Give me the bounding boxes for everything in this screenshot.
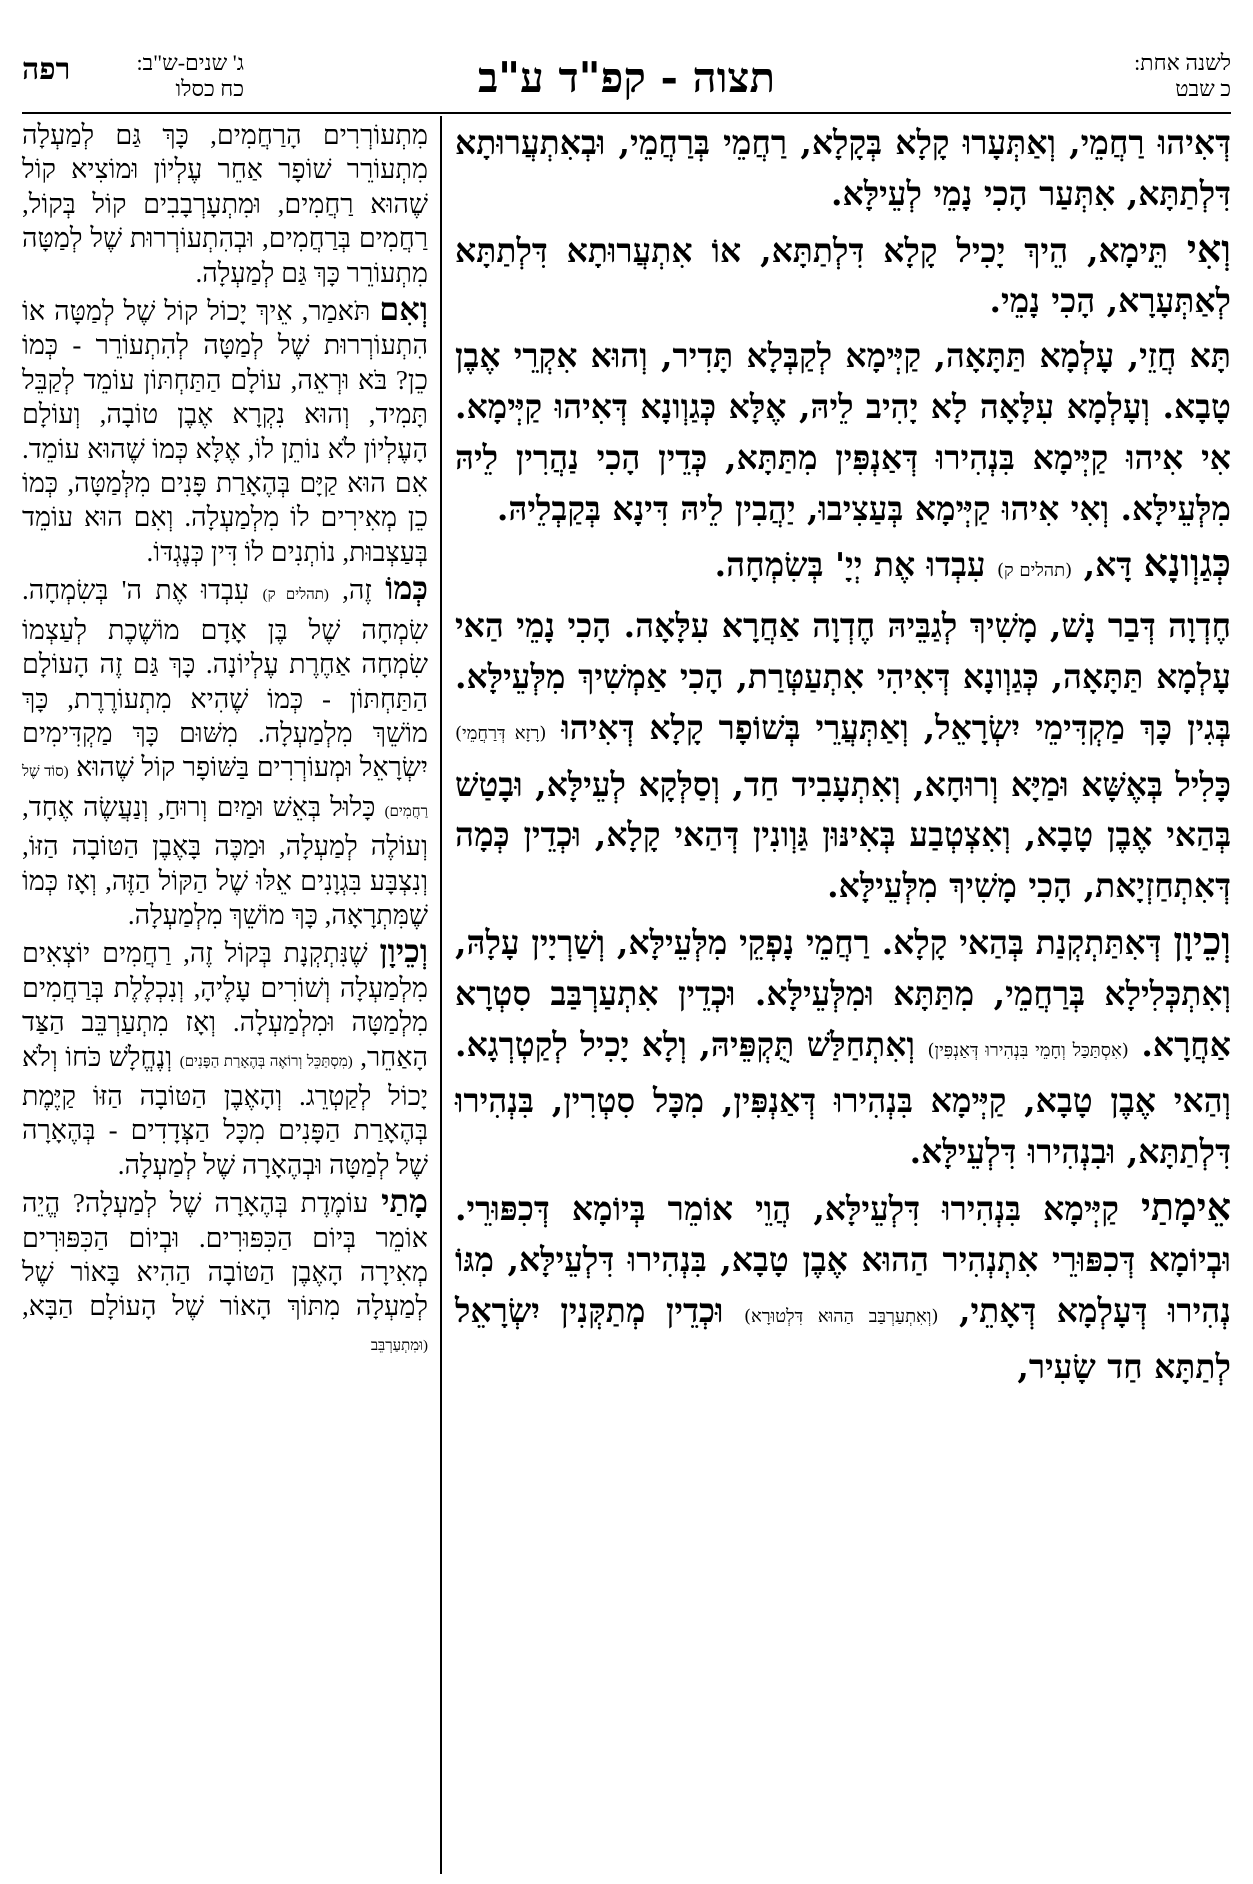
paragraph-text: וְנֶחֱלָשׁ כֹּחוֹ וְלֹא יָכוֹל לְקַטְרֵג. וְהָאֶבֶן הַטּוֹבָה הַזּוֹ קַיֶּמֶת בְּהֶאָרַת הַפָּנִים מִכָּל הַצְּדָדִים - בְּהֶאָרָה שֶׁל לְמַטָּה וּבְהֶאָרָה שֶׁל לְמַעְלָה.	[22, 1041, 428, 1180]
paragraph-text: מִתְעוֹרְרִים הָרַחֲמִים, כָּךְ גַּם לְמַעְלָה מִתְעוֹרֵר שׁוֹפָר אַחֵר עֶלְיוֹן וּמוֹצִיא קוֹל שֶׁהוּא רַחֲמִים, וּמִתְעָרְבָבִים קוֹל בְּקוֹל, רַחֲמִים בְּרַחֲמִים, וּבְהִתְעוֹרְרוּת שֶׁל לְמַטָּה מִתְעוֹרֵר כָּךְ גַּם לְמַעְלָה.	[22, 120, 428, 288]
paragraph-text: חֶדְוָה דְּבַר נָשׁ, מָשִׁיךְ לְגַבֵּיהּ חֶדְוָה אַחֲרָא עִלָּאָה. הָכִי נָמֵי הַאי עָלְמָא תַּתָּאָה, כְּגַוְונָא דְּאִיהִי אִתְעַטְּרַת, הָכִי אַמְשִׁיךְ מִלְּעֵילָּא. בְּגִין כָּךְ מַקְדִּימֵי יִשְׂרָאֵל, וְאַתְּעֲרֵי בְּשׁוֹפָר קָלָא דְּאִיהוּ	[455, 606, 1231, 747]
lead-word: וְכֵיוָן	[1173, 917, 1231, 963]
inline-gloss: (רָזָא דְּרַחֲמֵי)	[455, 722, 547, 744]
paragraph-text: עִבְדוּ אֶת יְיָ' בְּשִׂמְחָה.	[714, 545, 998, 585]
paragraph-text: וְאִתְחַלַּשׁ תֻּקְפֵּיהּ, וְלָא יָכִיל לְקַטְרְגָא. וְהַאי אֶבֶן טָבָא, קַיְּימָא בִּנְהִירוּ דְּאַנְפִּין, מִכָּל סִטְרִין, בִּנְהִירוּ דִּלְתַתָּא, וּבִנְהִירוּ דִּלְעֵילָּא.	[455, 1024, 1231, 1172]
paragraph-text: כָּלוּל בְּאֵשׁ וּמַיִם וְרוּחַ, וְנַעֲשֶׂה אֶחָד, וְעוֹלֶה לְמַעְלָה, וּמַכֶּה בָּאֶבֶן הַטּוֹבָה הַזּוֹ, וְנִצְבָּע בִּגְוָנִים אֵלּוּ שֶׁל הַקּוֹל הַזֶּה, וְאָז כְּמוֹ שֶׁמִּתְרָאָה, כָּךְ מוֹשֵׁךְ מִלְמַעְלָה.	[22, 791, 428, 930]
lead-word: וְאִם	[379, 291, 428, 328]
aramaic-paragraph	[455, 601, 1231, 912]
hebrew-column	[22, 118, 428, 1874]
aramaic-paragraph	[455, 916, 1231, 1178]
aramaic-paragraph	[455, 118, 1231, 220]
lead-word: כְּמוֹ	[385, 570, 428, 607]
paragraph-text: עוֹמֶדֶת בְּהֶאָרָה שֶׁל לְמַעְלָה? הֱיֵה אוֹמֵר בְּיוֹם הַכִּפּוּרִים. וּבְיוֹם הַכִּפּוּרִים מְאִירָה הָאֶבֶן הַטּוֹבָה הַהִיא בָּאוֹר שֶׁל לְמַעְלָה מִתּוֹךְ הָאוֹר שֶׁל הָעוֹלָם הַבָּא,	[22, 1188, 428, 1322]
lead-word: כְּגַוְונָא	[1143, 540, 1231, 586]
paragraph-text: וּכְדֵין מְתַקְּנִין יִשְׂרָאֵל לְתַתָּא חַד שָׂעִיר,	[455, 1290, 1231, 1387]
paragraph-text: עִבְדוּ אֶת ה' בְּשִׂמְחָה. שִׂמְחָה שֶׁל בֶּן אָדָם מוֹשֶׁכֶת לְעַצְמוֹ שִׂמְחָה אַחֶרֶת עֶלְיוֹנָה. כָּךְ גַּם זֶה הָעוֹלָם הַתַּחְתּוֹן - כְּמוֹ שֶׁהִיא מִתְעוֹרֶרֶת, כָּךְ מוֹשֵׁךְ מִלְמַעְלָה. מִשּׁוּם כָּךְ מַקְדִּימִים יִשְׂרָאֵל וּמְעוֹרְרִים בַּשּׁוֹפָר קוֹל שֶׁהוּא	[22, 575, 429, 783]
hebrew-paragraph	[22, 571, 428, 932]
paragraph-text: תֹּאמַר, אֵיךְ יָכוֹל קוֹל שֶׁל לְמַטָּה אוֹ הִתְעוֹרְרוּת שֶׁל לְמַטָּה לְהִתְעוֹרֵר - כְּמוֹ כֵן? בֹּא וּרְאֵה, עוֹלָם הַתַּחְתּוֹן עוֹמֵד לְקַבֵּל תָּמִיד, וְהוּא נִקְרָא אֶבֶן טוֹבָה, וְעוֹלָם הָעֶלְיוֹן לֹא נוֹתֵן לוֹ, אֶלָּא כְּמוֹ שֶׁהוּא עוֹמֵד. אִם הוּא קַיָּם בְּהֶאָרַת פָּנִים מִלְּמַטָּה, כְּמוֹ כֵן מְאִירִים לוֹ מִלְמַעְלָה. וְאִם הוּא עוֹמֵד בְּעַצְבוּת, נוֹתְנִים לוֹ דִּין כְּנֶגְדּוֹ.	[22, 296, 428, 567]
lead-word: מָתַי	[381, 1183, 428, 1220]
header-right-line1: לשנה אחת:	[1134, 50, 1231, 75]
header-left-line2: כח כסלו	[175, 76, 244, 101]
aramaic-column	[455, 118, 1231, 1874]
source-citation: (תהלים ק)	[997, 560, 1073, 582]
header-left-schedule	[136, 50, 244, 102]
aramaic-paragraph	[455, 224, 1231, 328]
hebrew-paragraph	[22, 934, 428, 1182]
hebrew-paragraph	[22, 118, 428, 290]
column-divider	[440, 116, 442, 1874]
paragraph-text: כָּלִיל בְּאֶשָּׁא וּמַיָּא וְרוּחָא, וְאִתְעָבִיד חַד, וְסַלְּקָא לְעֵילָּא, וּבָטַשׁ בְּהַאי אֶבֶן טָבָא, וְאִצְטְבַע בְּאִינּוּן גַּוְונִין דְּהַאי קָלָא, וּכְדֵין כְּמָה דְּאִתְחַזְיָאת, הָכִי מָשִׁיךְ מִלְּעֵילָּא.	[455, 764, 1231, 906]
paragraph-text: שֶׁנִּתְקְנָת בְּקוֹל זֶה, רַחֲמִים יוֹצְאִים מִלְמַעְלָה וְשׁוֹרִים עָלֶיהָ, וְנִכְלֶלֶת בְּרַחֲמִים מִלְמַטָּה וּמִלְמַעְלָה. וְאָז מִתְעַרְבֵּב הַצַּד הָאַחֵר,	[22, 938, 428, 1072]
page-header	[22, 50, 1231, 108]
paragraph-text: דְּאִתַּתְקְנַת בְּהַאי קָלָא. רַחֲמֵי נָפְקֵי מִלְּעֵילָּא, וְשַׁרְיָין עָלָהּ, וְאִתְכְּלִילָא בְּרַחֲמֵי, מִתַּתָּא וּמִלְּעֵילָּא. וּכְדֵין אִתְעַרְבַּב סִטְרָא אַחֲרָא.	[455, 922, 1231, 1064]
header-right-line2: כ שבט	[1175, 76, 1231, 101]
inline-gloss: (אִסְתַּכַּל וְחָמֵי בִּנְהִירוּ דְּאַנְפִּין)	[927, 1039, 1129, 1061]
lead-word: וְכֵיוָן	[379, 933, 428, 970]
inline-gloss: (וְאִתְעַרְבַּב הַהוּא דִּלְטוּרָא)	[743, 1305, 939, 1327]
inline-gloss: (מִסְתַּכֵּל וְרוֹאֶה בְּהֶאָרַת הַפָּנִים)	[179, 1053, 353, 1070]
paragraph-text: תֵּימָא, הֵיךְ יָכִיל קָלָא דִּלְתַתָּא, אוֹ אִתְעֲרוּתָא דִּלְתַתָּא לְאַתְּעָרָא, הָכִי נָמֵי.	[455, 230, 1231, 321]
paragraph-text: דָּא,	[1072, 545, 1144, 585]
aramaic-paragraph	[455, 331, 1231, 534]
page-number-label: רפה	[22, 53, 71, 86]
header-left-line1: ג' שנים-ש"ב:	[136, 50, 244, 75]
paragraph-text: תָּא חֲזֵי, עָלְמָא תַּתָּאָה, קַיְּימָא לְקַבְּלָא תָּדִיר, וְהוּא אִקְרֵי אֶבֶן טָבָא. וְעָלְמָא עִלָּאָה לָא יָהִיב לֵיהּ, אֶלָּא כְּגַוְונָא דְּאִיהוּ קַיְּימָא. אִי אִיהוּ קַיְּימָא בִּנְהִירוּ דְּאַנְפִּין מִתַּתָּא, כְּדֵין הָכִי נַהֲרִין לֵיהּ מִלְּעֵילָּא. וְאִי אִיהוּ קַיְּימָא בְּעַצִיבוּ, יַהֲבִין לֵיהּ דִּינָא בְּקַבְלֵיהּ.	[455, 336, 1231, 528]
lead-word: אֵימָתַי	[1140, 1183, 1231, 1229]
hebrew-paragraph	[22, 292, 428, 569]
page-title: תצוה - קפ"ד ע"ב	[477, 53, 776, 102]
lead-word: וְאִי	[1186, 225, 1231, 271]
paragraph-text: זֶה,	[328, 575, 386, 606]
inline-gloss: (וּמִתְעַרְבֵּב	[370, 1337, 428, 1354]
hebrew-paragraph	[22, 1184, 428, 1363]
aramaic-paragraph	[455, 538, 1231, 597]
paragraph-text: קַיְּימָא בִּנְהִירוּ דִּלְעֵילָּא, הֲוֵי אוֹמֵר בְּיוֹמָא דְּכִפּוּרֵי. וּבְיוֹמָא דְּכִפּוּרֵי אִתְנְהִיר הַהוּא אֶבֶן טָבָא, בִּנְהִירוּ דִּלְעֵילָּא, מִגּוֹ נְהִירוּ דְּעָלְמָא דְּאָתֵי,	[455, 1188, 1231, 1330]
aramaic-paragraph	[455, 1182, 1231, 1393]
inline-gloss: (סוֹד שֶׁל רַחֲמִים)	[22, 764, 428, 820]
header-rule	[22, 112, 1231, 114]
paragraph-text: דְּאִיהוּ רַחֲמֵי, וְאַתְּעָרוּ קָלָא בְּקָלָא, רַחֲמֵי בְּרַחֲמֵי, וּבְאִתְעֲרוּתָא דִּלְתַתָּא, אִתְּעַר הָכִי נָמֵי לְעֵילָּא.	[455, 123, 1231, 213]
source-citation: (תהלים ק)	[262, 587, 329, 604]
